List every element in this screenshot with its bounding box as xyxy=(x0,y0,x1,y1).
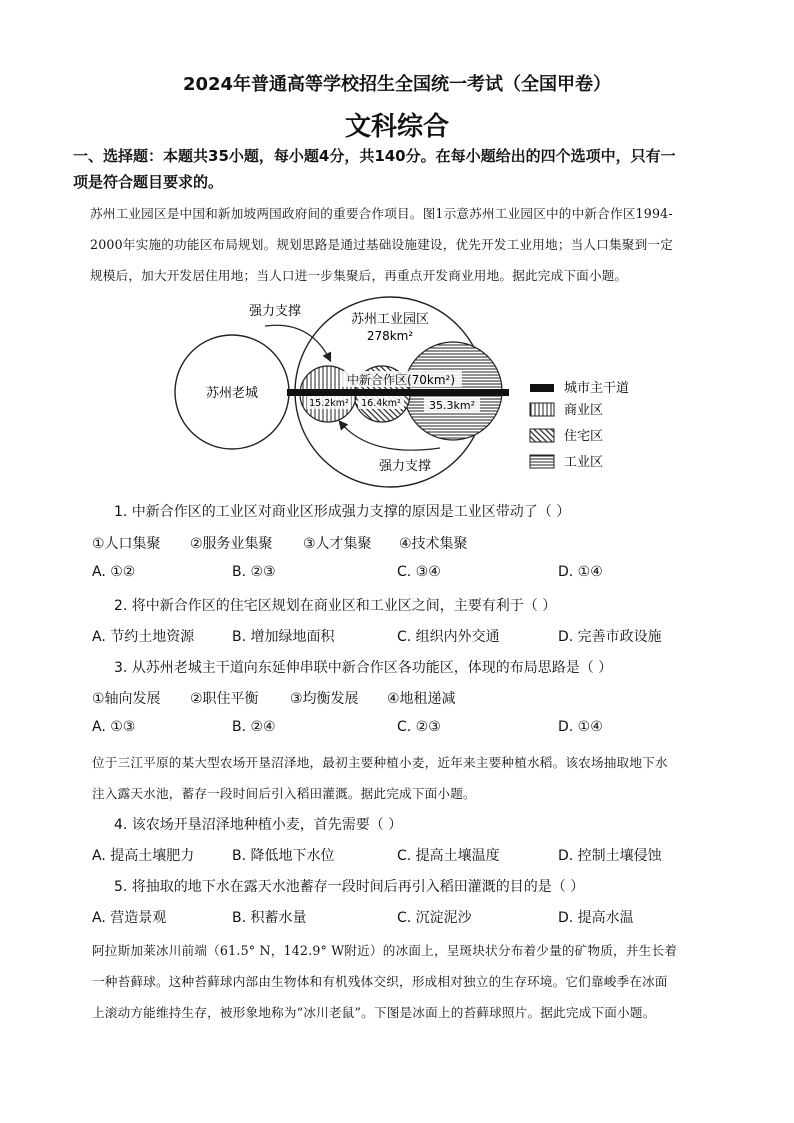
main-road xyxy=(287,389,509,396)
section-instruction-line1: 一、选择题：本题共35小题，每小题4分，共140分。在每小题给出的四个选项中，只有一 xyxy=(73,147,676,165)
q1-option-d[interactable]: D. ①④ xyxy=(558,564,603,580)
q5-option-d[interactable]: D. 提高水温 xyxy=(558,910,634,926)
q3-choice: ①轴向发展 xyxy=(92,691,161,707)
park-name-label: 苏州工业园区 xyxy=(350,312,430,327)
commercial-area-label: 15.2km² xyxy=(309,398,349,409)
legend-commercial-label: 商业区 xyxy=(564,403,604,418)
residential-area-label: 16.4km² xyxy=(361,398,401,409)
q1-choice: ②服务业集聚 xyxy=(190,536,273,552)
q1-option-b[interactable]: B. ②③ xyxy=(232,564,276,580)
legend-industrial-swatch xyxy=(530,455,554,468)
legend-industrial-label: 工业区 xyxy=(564,455,604,470)
passage2-line: 位于三江平原的某大型农场开垦沼泽地，最初主要种植小麦，近年来主要种植水稻。该农场抽取地下水 xyxy=(92,755,668,770)
q2-option-b[interactable]: B. 增加绿地面积 xyxy=(232,629,335,645)
old-city-label: 苏州老城 xyxy=(205,386,259,401)
q3-option-c[interactable]: C. ②③ xyxy=(397,719,441,735)
q4-option-b[interactable]: B. 降低地下水位 xyxy=(232,848,335,864)
q3-option-d[interactable]: D. ①④ xyxy=(558,719,603,735)
q2-stem: 2. 将中新合作区的住宅区规划在商业区和工业区之间，主要有利于（ ） xyxy=(114,598,557,614)
legend-residential-label: 住宅区 xyxy=(564,429,604,444)
passage3-line: 上滚动方能维持生存，被形象地称为“冰川老鼠”。下图是冰面上的苔藓球照片。据此完成下面小题。 xyxy=(92,1005,656,1020)
q1-stem: 1. 中新合作区的工业区对商业区形成强力支撑的原因是工业区带动了（ ） xyxy=(114,504,571,520)
q1-choice: ③人才集聚 xyxy=(303,536,372,552)
q3-option-a[interactable]: A. ①③ xyxy=(92,719,136,735)
q3-stem: 3. 从苏州老城主干道向东延伸串联中新合作区各功能区，体现的布局思路是（ ） xyxy=(114,660,613,676)
q5-stem: 5. 将抽取的地下水在露天水池蓄存一段时间后再引入稻田灌溉的目的是（ ） xyxy=(114,879,585,895)
q1-option-c[interactable]: C. ③④ xyxy=(397,564,441,580)
q1-choice: ①人口集聚 xyxy=(92,536,161,552)
q5-option-a[interactable]: A. 营造景观 xyxy=(92,910,167,926)
park-area-label: 278km² xyxy=(366,329,414,343)
passage3-line: 一种苔藓球。这种苔藓球内部由生物体和有机残体交织，形成相对独立的生存环境。它们靠峻季在冰面 xyxy=(92,974,668,989)
q4-stem: 4. 该农场开垦沼泽地种植小麦，首先需要（ ） xyxy=(114,817,403,833)
legend-commercial-swatch xyxy=(530,403,554,416)
q4-option-a[interactable]: A. 提高土壤肥力 xyxy=(92,848,195,864)
q5-option-c[interactable]: C. 沉淀泥沙 xyxy=(397,910,472,926)
page-title: 2024年普通高等学校招生全国统一考试（全国甲卷） xyxy=(182,74,612,95)
passage1-line: 规模后，加大开发居住用地；当人口进一步集聚后，再重点开发商业用地。据此完成下面小题。 xyxy=(90,268,628,283)
cooperation-zone-label: 中新合作区(70km²) xyxy=(346,373,456,387)
q1-choice: ④技术集聚 xyxy=(399,536,468,552)
q3-choice: ②职住平衡 xyxy=(190,691,259,707)
q2-option-a[interactable]: A. 节约土地资源 xyxy=(92,629,195,645)
passage3-line: 阿拉斯加莱冰川前端（61.5° N，142.9° W附近）的冰面上，呈斑块状分布着少量的矿物质，并生长着 xyxy=(92,943,678,958)
passage1-line: 2000年实施的功能区布局规划。规划思路是通过基础设施建设，优先开发工业用地；当人口集聚到一定 xyxy=(90,237,673,252)
q4-option-d[interactable]: D. 控制土壤侵蚀 xyxy=(558,848,662,864)
industrial-area-label: 35.3km² xyxy=(429,399,475,412)
q2-option-c[interactable]: C. 组织内外交通 xyxy=(397,629,500,645)
support-label-bottom: 强力支撑 xyxy=(378,459,432,474)
legend-residential-swatch xyxy=(530,429,554,442)
page-subtitle: 文科综合 xyxy=(344,112,449,142)
q3-choice: ④地租递减 xyxy=(387,691,456,707)
section-instruction-line2: 项是符合题目要求的。 xyxy=(73,173,224,191)
passage1-line: 苏州工业园区是中国和新加坡两国政府间的重要合作项目。图1示意苏州工业园区中的中新合作区1994- xyxy=(90,206,673,221)
legend-road-label: 城市主干道 xyxy=(564,381,630,396)
q3-option-b[interactable]: B. ②④ xyxy=(232,719,276,735)
q1-option-a[interactable]: A. ①② xyxy=(92,564,136,580)
passage2-line: 注入露天水池，蓄存一段时间后引入稻田灌溉。据此完成下面小题。 xyxy=(92,786,476,801)
legend-road-swatch xyxy=(530,384,554,392)
q4-option-c[interactable]: C. 提高土壤温度 xyxy=(397,848,500,864)
q2-option-d[interactable]: D. 完善市政设施 xyxy=(558,629,662,645)
q3-choice: ③均衡发展 xyxy=(290,691,359,707)
q5-option-b[interactable]: B. 积蓄水量 xyxy=(232,910,307,926)
support-label-top: 强力支撑 xyxy=(248,304,302,319)
suzhou-park-diagram xyxy=(170,290,650,490)
